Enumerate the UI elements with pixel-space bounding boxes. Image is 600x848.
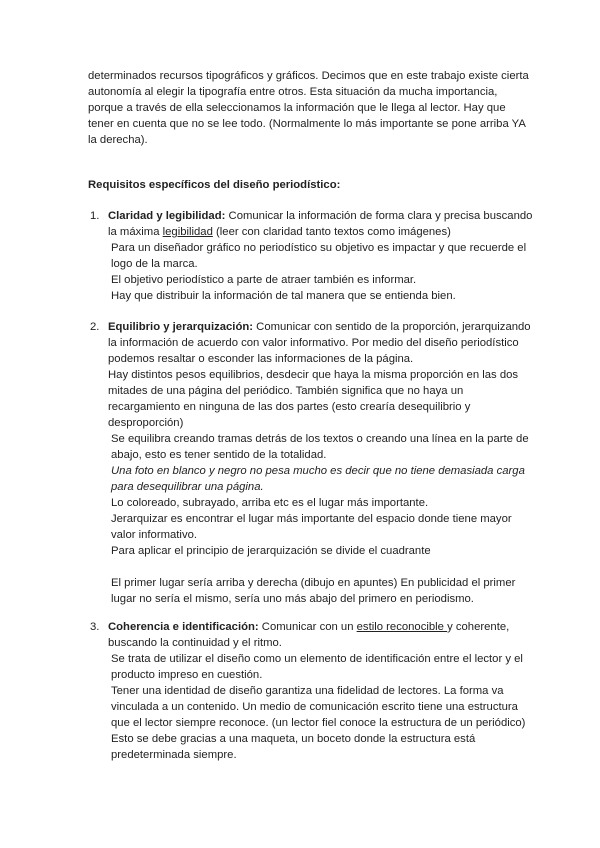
item-line: Jerarquizar es encontrar el lugar más importante del espacio donde tiene mayor [111, 513, 512, 525]
item-line: Hay que distribuir la información de tal manera que se entienda bien. [111, 290, 456, 302]
list-item-equilibrio [90, 319, 530, 607]
intro-line: la derecha). [88, 134, 148, 146]
item-line: predeterminada siempre. [111, 749, 237, 761]
item-line: abajo, esto es tener sentido de la totalidad. [111, 449, 327, 461]
list-number: 3. [90, 621, 100, 633]
italic-line: Una foto en blanco y negro no pesa mucho es decir que no tiene demasiada carga [111, 465, 525, 477]
intro-line: tener en cuenta que no se lee todo. (Normalmente lo más importante se pone arriba YA [88, 118, 526, 130]
intro-paragraph [88, 68, 528, 148]
underlined-term: legibilidad [162, 226, 213, 238]
item-line: valor informativo. [111, 529, 198, 541]
item-lead: Coherencia e identificación: [108, 621, 259, 633]
item-lead: Equilibrio y jerarquización: [108, 321, 254, 333]
item-text: y coherente, [447, 621, 510, 633]
item-line: lugar no sería el mismo, sería uno más abajo del primero en periodismo. [111, 593, 474, 605]
item-line: buscando la continuidad y el ritmo. [108, 637, 282, 649]
item-first-line [108, 319, 530, 335]
item-line: Hay distintos pesos equilibrios, desdecir que haya la misma proporción en las dos [108, 369, 519, 381]
item-line: vinculada a un contenido. Un medio de comunicación escrito tiene una estructura [111, 701, 518, 713]
item-line: Se equilibra creando tramas detrás de los textos o creando una línea en la parte de [111, 433, 529, 445]
item-line: podemos resaltar o esconder las informaciones de la página. [108, 353, 414, 365]
list-item-coherencia [90, 619, 530, 763]
item-line: mitades de una página del periódico. También significa que no haya un [108, 385, 464, 397]
intro-line: porque a través de ella seleccionamos la información que le llega al lector. Hay que [88, 102, 506, 114]
intro-line: determinados recursos tipográficos y gráficos. Decimos que en este trabajo existe cierta [88, 70, 529, 82]
item-lead: Claridad y legibilidad: [108, 210, 226, 222]
item-line: Para aplicar el principio de jerarquización se divide el cuadrante [111, 545, 431, 557]
section-heading: Requisitos específicos del diseño periodístico: [88, 179, 341, 191]
italic-line: para desequilibrar una página. [111, 481, 264, 493]
item-line: logo de la marca. [111, 258, 198, 270]
item-line: Tener una identidad de diseño garantiza una fidelidad de lectores. La forma va [111, 685, 504, 697]
list-number: 1. [90, 210, 100, 222]
item-text: Comunicar la información de forma clara y precisa buscando [225, 210, 533, 222]
item-line: Para un diseñador gráfico no periodístico su objetivo es impactar y que recuerde el [111, 242, 527, 254]
item-line: producto impreso en cuestión. [111, 669, 263, 681]
underlined-term: estilo reconocible [356, 621, 448, 633]
item-line: la información de acuerdo con valor informativo. Por medio del diseño periodístico [108, 337, 519, 349]
item-first-line [108, 619, 530, 635]
item-first-line [108, 208, 533, 224]
item-line: desproporción) [108, 417, 184, 429]
item-text: la máxima [108, 226, 163, 238]
blank-line [108, 559, 530, 575]
item-text: (leer con claridad tanto textos como imágenes) [212, 226, 451, 238]
item-line: que el lector siempre reconoce. (un lector fiel conoce la estructura de un periódico) [111, 717, 526, 729]
item-line: Se trata de utilizar el diseño como un elemento de identificación entre el lector y el [111, 653, 523, 665]
item-second-line [108, 224, 530, 240]
item-line: Esto se debe gracias a una maqueta, un boceto donde la estructura está [111, 733, 476, 745]
intro-line: autonomía al elegir la tipografía entre otros. Esta situación da mucha importancia, [88, 86, 498, 98]
item-text: Comunicar con un [258, 621, 357, 633]
list-item-claridad [90, 208, 533, 304]
item-line: El objetivo periodístico a parte de atraer también es informar. [111, 274, 417, 286]
item-line: recargamiento en ninguna de las dos partes (esto crearía desequilibrio y [108, 401, 471, 413]
item-line: Lo coloreado, subrayado, arriba etc es el lugar más importante. [111, 497, 429, 509]
item-line: El primer lugar sería arriba y derecha (dibujo en apuntes) En publicidad el primer [111, 577, 516, 589]
list-number: 2. [90, 321, 100, 333]
item-text: Comunicar con sentido de la proporción, jerarquizando [253, 321, 531, 333]
